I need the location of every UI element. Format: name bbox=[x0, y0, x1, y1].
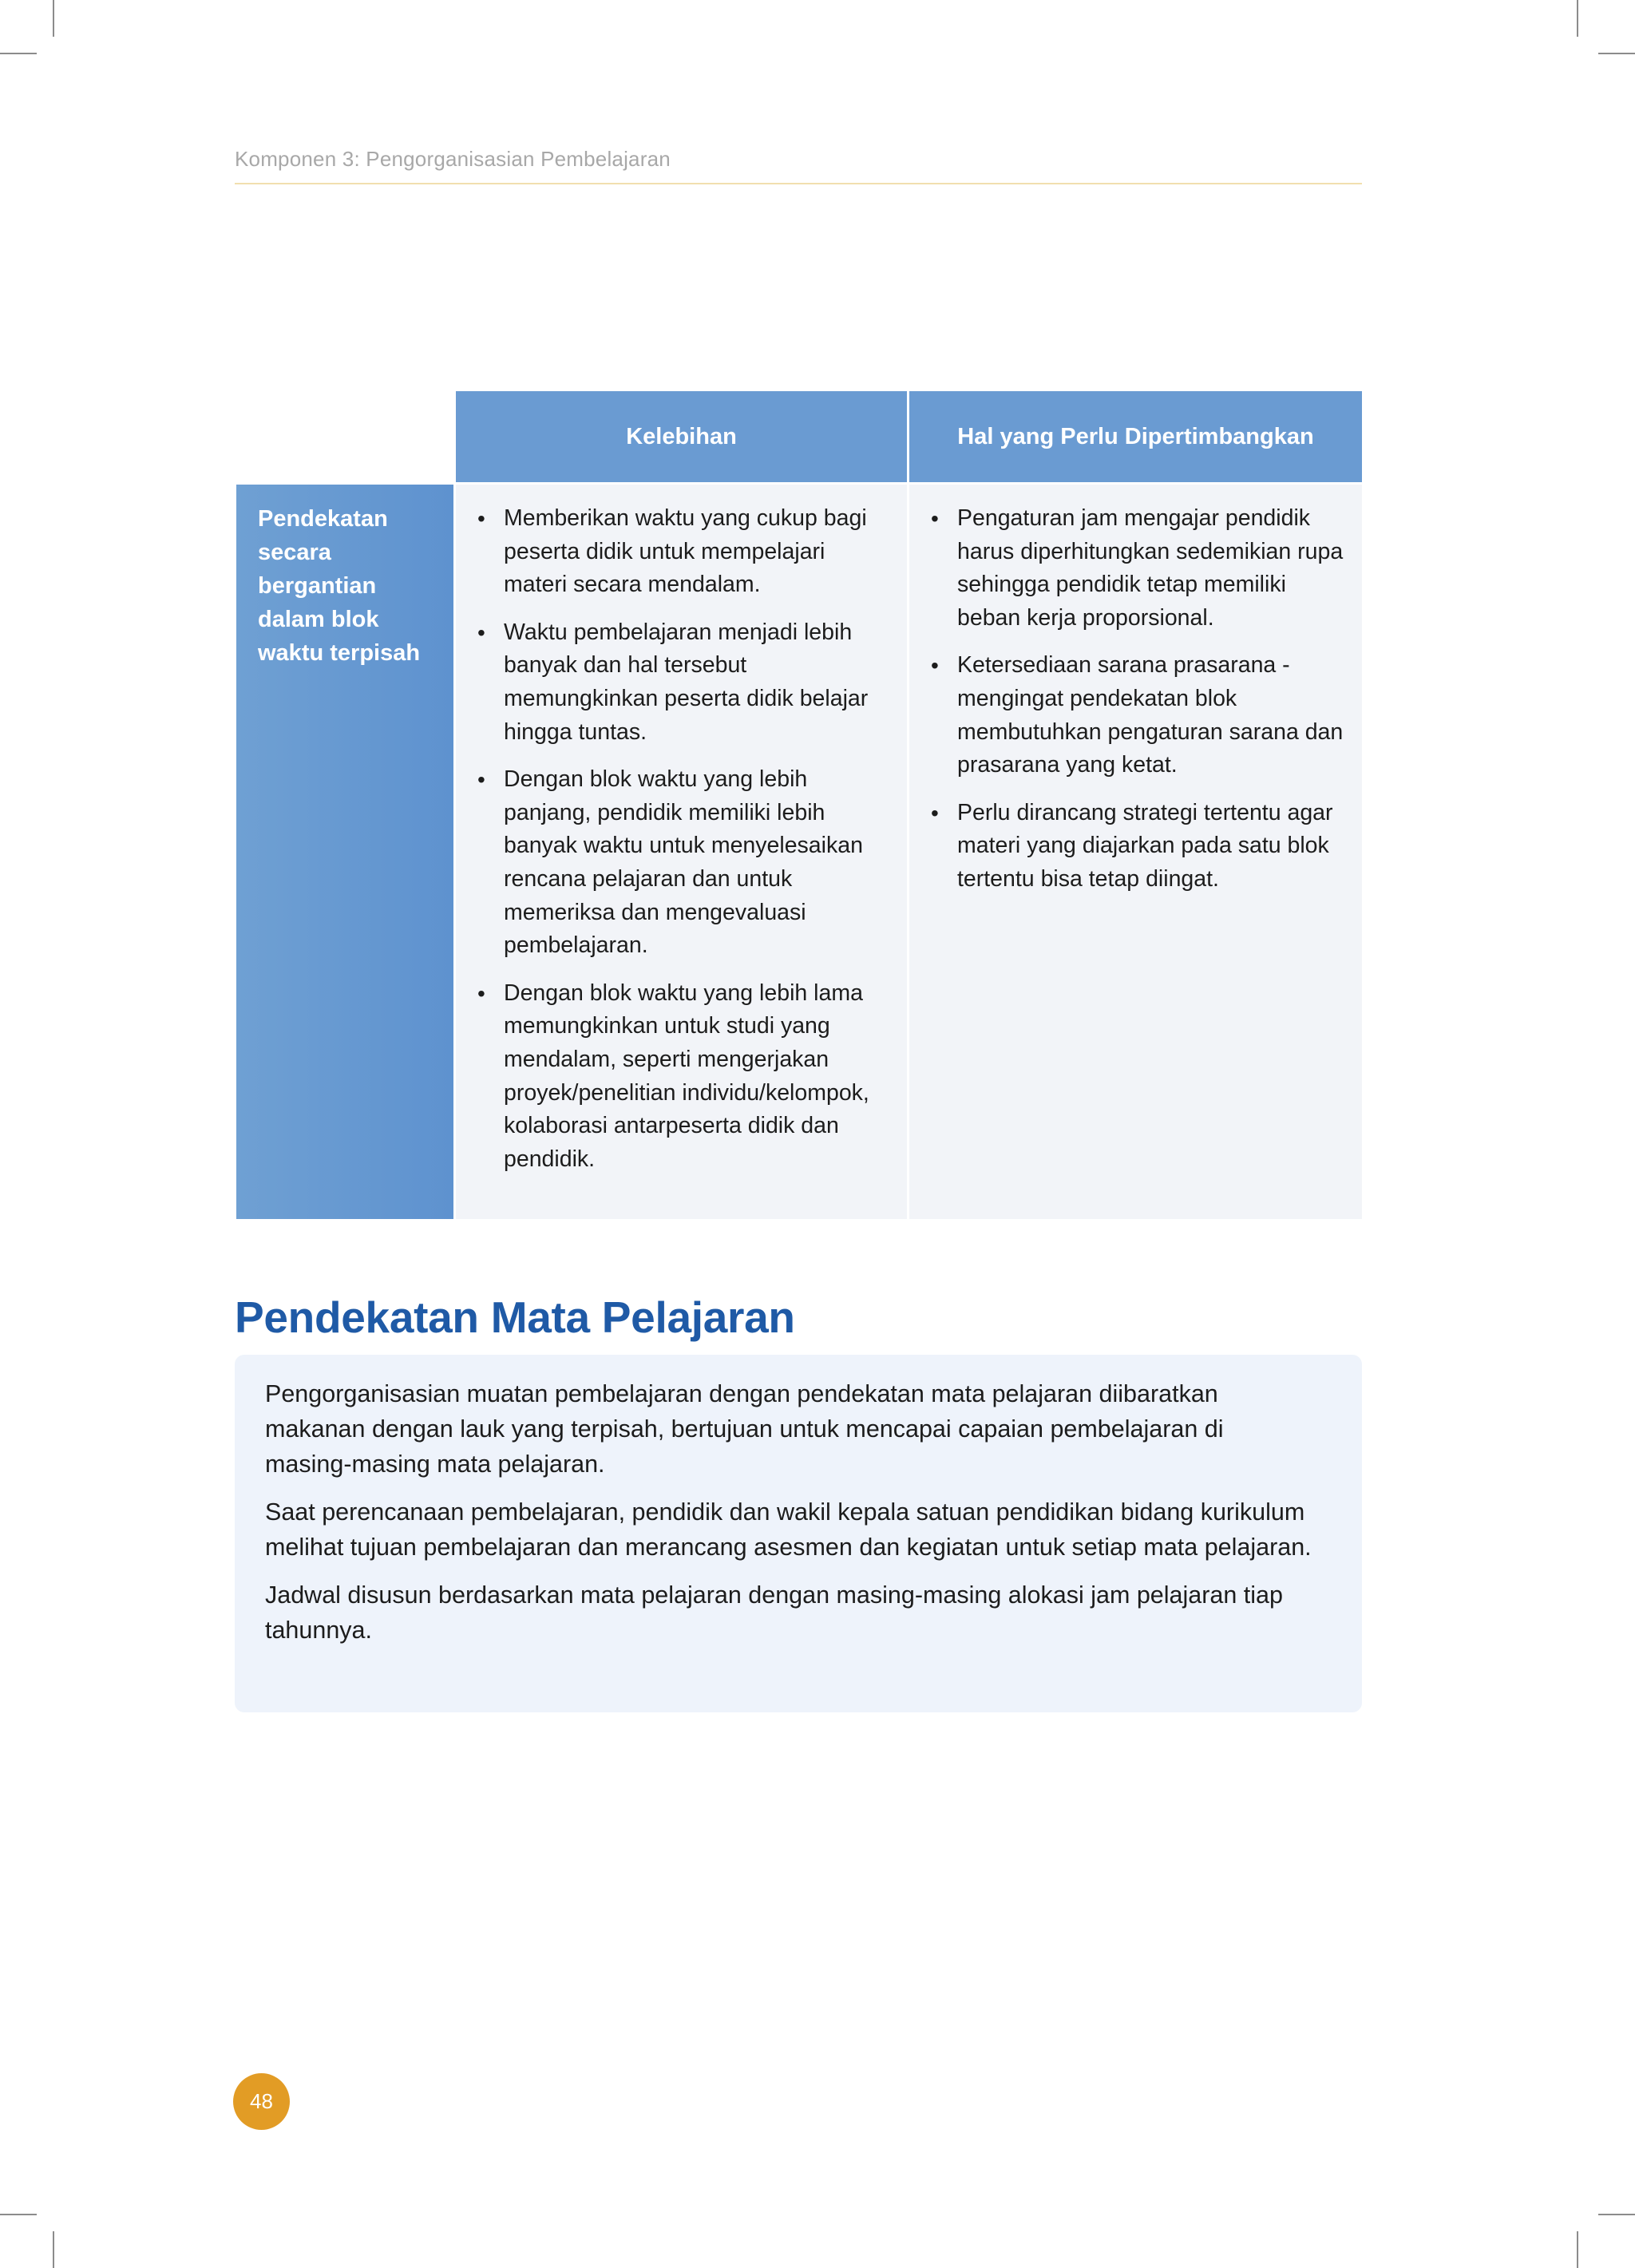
bullet-icon: • bbox=[931, 653, 939, 679]
bullet-icon: • bbox=[477, 619, 485, 645]
table-header-row bbox=[236, 391, 1362, 482]
header-rule bbox=[235, 183, 1362, 184]
crop-mark bbox=[1577, 2231, 1578, 2268]
bullet-icon: • bbox=[477, 767, 485, 793]
list-item-text: Waktu pembelajaran menjadi lebih banyak dan hal tersebut memungkinkan peserta didik belajar hingga tuntas. bbox=[504, 619, 869, 745]
kelebihan-cell bbox=[456, 485, 907, 1219]
list-item bbox=[920, 502, 1346, 635]
list-item bbox=[467, 763, 891, 963]
column-header-pertimbangan: Hal yang Perlu Dipertimbangkan bbox=[909, 391, 1362, 482]
crop-mark bbox=[1598, 2214, 1635, 2215]
list-item-text: Dengan blok waktu yang lebih lama memungkinkan untuk studi yang mendalam, seperti mengerjakan proyek/penelitian individu/kelompok, kolaborasi antarpeserta didik dan pendidik. bbox=[504, 980, 869, 1172]
row-header: Pendekatan secara bergantian dalam blok waktu terpisah bbox=[236, 485, 453, 1219]
crop-mark bbox=[53, 0, 54, 37]
crop-mark bbox=[53, 2231, 54, 2268]
list-item bbox=[467, 616, 891, 749]
crop-mark bbox=[1577, 0, 1578, 37]
page-number-badge: 48 bbox=[233, 2073, 290, 2130]
bullet-icon: • bbox=[931, 800, 939, 825]
list-item-text: Ketersediaan sarana prasarana - mengingat pendekatan blok membutuhkan pengaturan sarana dan prasarana yang ketat. bbox=[957, 652, 1344, 778]
comparison-table bbox=[236, 391, 1362, 1219]
list-item-text: Perlu dirancang strategi tertentu agar materi yang diajarkan pada satu blok tertentu bisa tetap diingat. bbox=[957, 799, 1333, 892]
column-header-kelebihan: Kelebihan bbox=[456, 391, 907, 482]
list-item-text: Pengaturan jam mengajar pendidik harus diperhitungkan sedemikian rupa sehingga pendidik tetap memiliki beban kerja proporsional. bbox=[957, 505, 1344, 631]
crop-mark bbox=[0, 53, 37, 54]
paragraph: Jadwal disusun berdasarkan mata pelajaran dengan masing-masing alokasi jam pelajaran tiap tahunnya. bbox=[265, 1581, 1283, 1644]
list-item-text: Memberikan waktu yang cukup bagi peserta didik untuk mempelajari materi secara mendalam. bbox=[504, 505, 867, 598]
paragraph: Pengorganisasian muatan pembelajaran dengan pendekatan mata pelajaran diibaratkan makanan dengan lauk yang terpisah, bertujuan untuk mencapai capaian pembelajaran di masing-masing mata pelajaran. bbox=[265, 1380, 1224, 1478]
crop-mark bbox=[1598, 53, 1635, 54]
info-box bbox=[235, 1355, 1362, 1712]
section-title: Pendekatan Mata Pelajaran bbox=[235, 1292, 795, 1342]
list-item bbox=[920, 649, 1346, 782]
paragraph: Saat perencanaan pembelajaran, pendidik dan wakil kepala satuan pendidikan bidang kurikulum melihat tujuan pembelajaran dan merancang asesmen dan kegiatan untuk setiap mata pelajaran. bbox=[265, 1498, 1312, 1561]
pertimbangan-cell bbox=[909, 485, 1362, 1219]
table-corner-cell bbox=[236, 391, 453, 482]
bullet-icon: • bbox=[477, 980, 485, 1006]
list-item bbox=[920, 797, 1346, 897]
kelebihan-list bbox=[467, 502, 891, 1176]
list-item-text: Dengan blok waktu yang lebih panjang, pendidik memiliki lebih banyak waktu untuk menyelesaikan rencana pelajaran dan untuk memeriksa dan mengevaluasi pembelajaran. bbox=[504, 766, 863, 959]
pertimbangan-list bbox=[920, 502, 1346, 897]
list-item bbox=[467, 977, 891, 1177]
crop-mark bbox=[0, 2214, 37, 2215]
running-header: Komponen 3: Pengorganisasian Pembelajaran bbox=[235, 147, 671, 171]
bullet-icon: • bbox=[931, 506, 939, 531]
table-row bbox=[236, 485, 1362, 1219]
bullet-icon: • bbox=[477, 506, 485, 531]
list-item bbox=[467, 502, 891, 602]
